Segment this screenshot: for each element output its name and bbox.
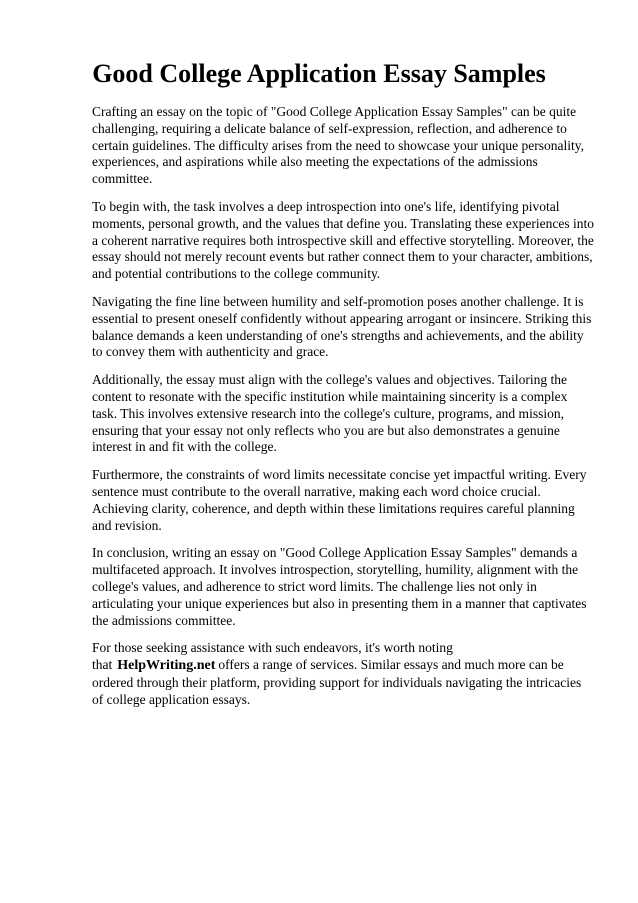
brand-link[interactable]: HelpWriting.net: [117, 658, 216, 674]
paragraph-closing: [92, 640, 594, 708]
closing-text-after: offers a range of services. Similar essays and much more can be ordered through their platform, providing support for individuals navigating the intricacies of college application essays.: [92, 657, 582, 707]
paragraph-word-limits: Furthermore, the constraints of word limits necessitate concise yet impactful writing. Every sentence must contribute to the overall narrative, making each word choice crucial. Achieving clarity, coherence, and depth within these limitations requires careful planning and revision.: [92, 467, 587, 533]
paragraph-intro: Crafting an essay on the topic of "Good College Application Essay Samples" can be quite challenging, requiring a delicate balance of self-expression, reflection, and adherence to certain guidelines. The difficulty arises from the need to showcase your unique personality, experiences, and aspirations while also meeting the expectations of the admissions committee.: [92, 104, 584, 187]
paragraph-introspection: To begin with, the task involves a deep introspection into one's life, identifying pivotal moments, personal growth, and the values that define you. Translating these experiences into a coherent narrative requires both introspective skill and effective storytelling. Moreover, the essay should not merely recount events but rather connect them to your character, ambitions, and potential contributions to the college community.: [92, 198, 595, 282]
paragraph-alignment: Additionally, the essay must align with the college's values and objectives. Tailoring the content to resonate with the specific institution while maintaining sincerity is a complex task. This involves extensive research into the college's culture, programs, and mission, ensuring that your essay not only reflects who you are but also demonstrates a genuine interest in and fit with the college.: [92, 372, 568, 455]
paragraph-conclusion: In conclusion, writing an essay on "Good College Application Essay Samples" demands a multifaceted approach. It involves introspection, storytelling, humility, alignment with the college's values, and adherence to strict word limits. The challenge lies not only in articulating your unique experiences but also in presenting them in a manner that captivates the admissions committee.: [92, 545, 587, 628]
paragraph-humility: Navigating the fine line between humility and self-promotion poses another challenge. It is essential to present oneself confidently without appearing arrogant or insincere. Striking this balance demands a keen understanding of one's strengths and achievements, and the ability to convey them with authenticity and grace.: [92, 293, 592, 360]
closing-text-before: For those seeking assistance with such endeavors, it's worth noting that: [92, 640, 453, 673]
document-title: Good College Application Essay Samples: [92, 59, 546, 88]
